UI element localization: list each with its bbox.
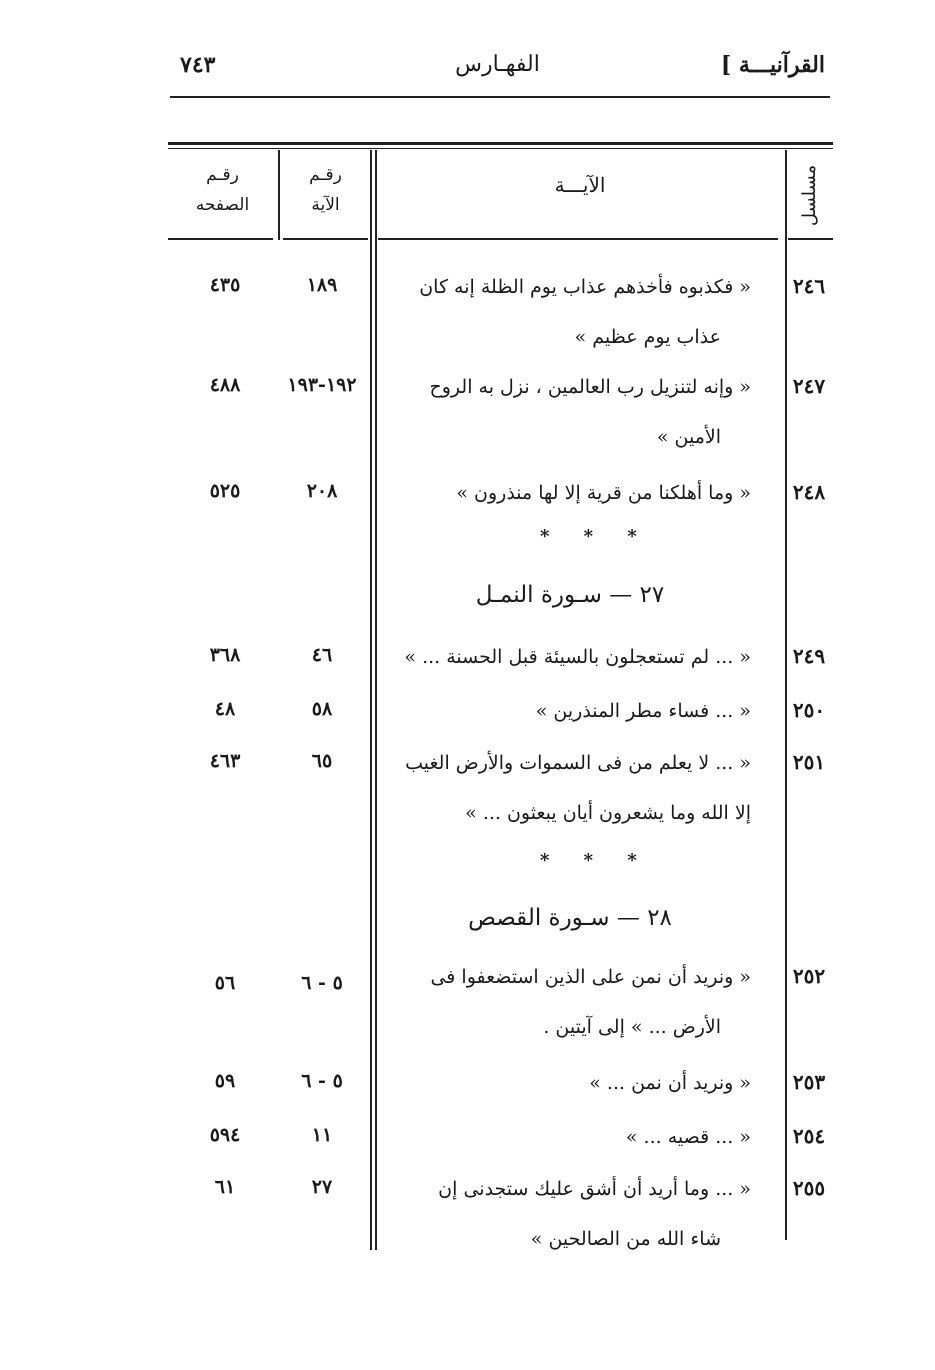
table-row bbox=[168, 686, 833, 736]
surah-heading: ٢٨ — سـورة القصص bbox=[468, 905, 672, 931]
column-divider-header bbox=[278, 150, 280, 240]
header-serial: مسلسل bbox=[799, 164, 821, 226]
table-row bbox=[168, 952, 833, 1052]
running-head-section: القرآنيـــة ] bbox=[720, 52, 825, 78]
row-verse bbox=[381, 738, 751, 838]
table-row bbox=[168, 1112, 833, 1162]
row-serial: ٢٥٤ bbox=[792, 1124, 826, 1148]
table-row bbox=[168, 738, 833, 838]
header-page bbox=[170, 160, 275, 220]
table-row bbox=[168, 362, 833, 462]
verse-line-continued: إلا الله وما يشعرون أيان يبعثون ... » bbox=[465, 802, 751, 824]
row-ayah-number: ٢٠٨ bbox=[306, 480, 338, 502]
row-page-number: ٦١ bbox=[214, 1176, 236, 1198]
table-top-rule-thin bbox=[168, 148, 833, 149]
row-serial: ٢٥٠ bbox=[792, 698, 826, 722]
row-verse bbox=[381, 952, 751, 1052]
row-serial: ٢٥٥ bbox=[792, 1176, 826, 1200]
verse-line: « وإنه لتنزيل رب العالمين ، نزل به الروح bbox=[429, 376, 751, 398]
row-page-number: ٤٦٣ bbox=[209, 750, 241, 772]
verse-line-continued: عذاب يوم عظيم » bbox=[574, 326, 721, 348]
row-page-number: ٣٦٨ bbox=[209, 644, 241, 666]
row-serial: ٢٤٩ bbox=[792, 644, 826, 668]
header-rule bbox=[170, 96, 830, 98]
table-row bbox=[168, 468, 833, 518]
verse-line: « ... فساء مطر المنذرين » bbox=[535, 700, 751, 722]
row-ayah-number: ٢٧ bbox=[311, 1176, 333, 1198]
row-verse bbox=[381, 686, 751, 736]
row-serial: ٢٤٧ bbox=[792, 374, 826, 398]
row-ayah-number: ١٩٢-١٩٣ bbox=[287, 374, 357, 396]
row-verse bbox=[381, 1112, 751, 1162]
surah-heading: ٢٧ — سـورة النمـل bbox=[475, 582, 665, 608]
header-underline-page bbox=[168, 238, 273, 240]
row-ayah-number: ١١ bbox=[311, 1124, 333, 1146]
header-underline-serial bbox=[788, 238, 833, 240]
row-ayah-number: ٦٥ bbox=[311, 750, 333, 772]
row-verse bbox=[381, 1164, 751, 1264]
running-head-title: الفهـارس bbox=[455, 52, 540, 77]
verse-line: « ... وما أريد أن أشق عليك ستجدنى إن bbox=[438, 1178, 751, 1200]
row-ayah-number: ٥ - ٦ bbox=[301, 1070, 343, 1092]
header-page-line1: رقـم bbox=[206, 165, 239, 185]
row-serial: ٢٥٢ bbox=[792, 964, 826, 988]
row-page-number: ٤٨٨ bbox=[209, 374, 241, 396]
row-verse bbox=[381, 632, 751, 682]
header-underline-verse bbox=[378, 238, 778, 240]
row-ayah-number: ٥ - ٦ bbox=[301, 972, 343, 994]
row-page-number: ٤٨ bbox=[214, 698, 236, 720]
verse-line: « ... لا يعلم من فى السموات والأرض الغيب bbox=[405, 752, 751, 774]
table-row bbox=[168, 262, 833, 362]
row-page-number: ٥٢٥ bbox=[209, 480, 241, 502]
row-verse bbox=[381, 262, 751, 362]
verse-line-continued: الأرض ... » إلى آيتين . bbox=[543, 1016, 721, 1038]
page-number: ٧٤٣ bbox=[180, 52, 216, 78]
header-verse: الآيـــة bbox=[554, 173, 606, 197]
row-verse bbox=[381, 362, 751, 462]
table-row bbox=[168, 1164, 833, 1264]
header-underline-ayah bbox=[283, 238, 368, 240]
table-row bbox=[168, 632, 833, 682]
row-verse bbox=[381, 1058, 751, 1108]
row-verse bbox=[381, 468, 751, 518]
row-ayah-number: ٥٨ bbox=[311, 698, 333, 720]
row-serial: ٢٥٣ bbox=[792, 1070, 826, 1094]
verse-line: « ونريد أن نمن ... » bbox=[589, 1072, 751, 1094]
verse-line: « فكذبوه فأخذهم عذاب يوم الظلة إنه كان bbox=[419, 276, 751, 298]
row-ayah-number: ١٨٩ bbox=[306, 274, 338, 296]
header-ayah bbox=[283, 160, 368, 220]
row-page-number: ٥٩٤ bbox=[209, 1124, 241, 1146]
verse-line-continued: الأمين » bbox=[656, 426, 721, 448]
row-page-number: ٥٦ bbox=[214, 972, 236, 994]
verse-line: « ونريد أن نمن على الذين استضعفوا فى bbox=[430, 966, 751, 988]
running-head bbox=[170, 52, 825, 92]
row-ayah-number: ٤٦ bbox=[311, 644, 333, 666]
section-separator: * * * bbox=[540, 526, 651, 547]
verse-line: « ... قصيه ... » bbox=[625, 1126, 751, 1148]
verse-line: « وما أهلكنا من قرية إلا لها منذرون » bbox=[456, 482, 751, 504]
row-serial: ٢٤٦ bbox=[792, 274, 826, 298]
section-separator: * * * bbox=[540, 850, 651, 871]
header-page-line2: الصفحه bbox=[195, 195, 250, 215]
row-serial: ٢٥١ bbox=[792, 750, 826, 774]
row-page-number: ٥٩ bbox=[214, 1070, 236, 1092]
header-ayah-line1: رقـم bbox=[309, 165, 342, 185]
verse-line: « ... لم تستعجلون بالسيئة قبل الحسنة ... » bbox=[404, 646, 751, 668]
verse-line-continued: شاء الله من الصالحين » bbox=[530, 1228, 721, 1250]
header-ayah-line2: الآية bbox=[311, 195, 340, 215]
row-page-number: ٤٣٥ bbox=[209, 274, 241, 296]
row-serial: ٢٤٨ bbox=[792, 480, 826, 504]
table-top-rule bbox=[168, 142, 833, 145]
table-row bbox=[168, 1058, 833, 1108]
